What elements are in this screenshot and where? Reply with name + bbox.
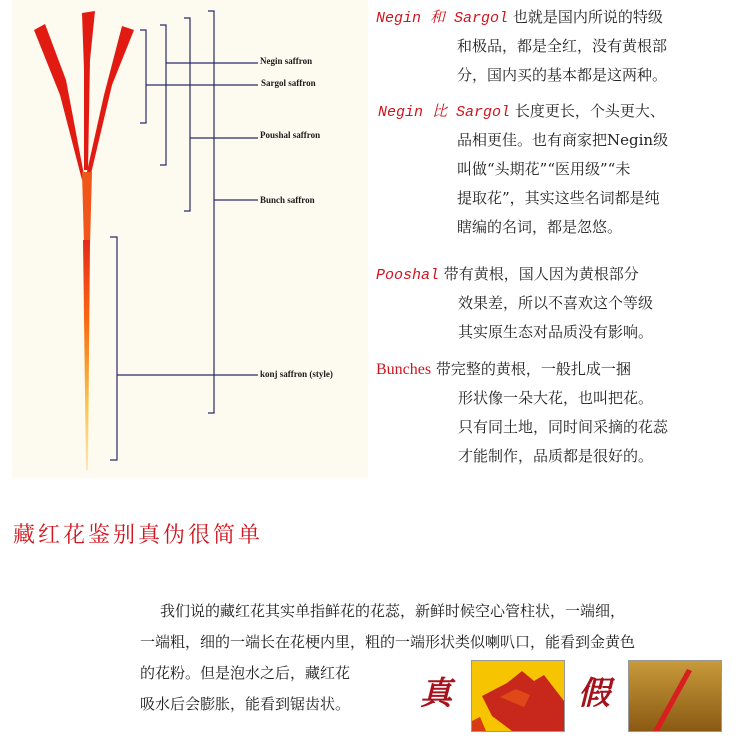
real-saffron-photo-icon — [472, 661, 564, 731]
label-konj-saffron: konj saffron (style) — [260, 369, 333, 379]
fake-saffron-image — [628, 660, 722, 732]
saffron-grades-illustration — [0, 0, 380, 478]
fake-label: 假 — [578, 674, 611, 712]
description-line: 和极品，都是全红，没有黄根部 — [457, 37, 668, 55]
description-line: 效果差，所以不喜欢这个等级 — [458, 294, 654, 312]
real-saffron-image — [471, 660, 565, 732]
grade-term: Negin 和 Sargol — [376, 10, 509, 27]
grade-term: Bunches — [376, 361, 432, 378]
description-line: 提取花”，其实这些名词都是纯 — [457, 189, 660, 207]
label-poushal-saffron: Poushal saffron — [260, 130, 321, 140]
paragraph-line: 一端粗，细的一端长在花梗内里，粗的一端形状类似喇叭口，能看到金黄色 — [140, 633, 636, 651]
grade-term: Pooshal — [376, 267, 440, 284]
real-label: 真 — [420, 674, 453, 712]
description-line: 形状像一朵大花，也叫把花。 — [458, 389, 654, 407]
paragraph-line: 吸水后会膨胀，能看到锯齿状。 — [140, 695, 351, 713]
description-line: 才能制作，品质都是很好的。 — [458, 447, 654, 465]
description-line: 也就是国内所说的特级 — [512, 8, 663, 26]
paragraph-line: 的花粉。但是泡水之后，藏红花 — [140, 664, 351, 682]
description-line: 叫做“头期花”“医用级”“未 — [457, 160, 631, 178]
description-line: 其实原生态对品质没有影响。 — [458, 323, 654, 341]
label-bunch-saffron: Bunch saffron — [260, 195, 315, 205]
paragraph-line: 我们说的藏红花其实单指鲜花的花蕊，新鲜时候空心管柱状，一端细， — [160, 602, 626, 620]
description-line: 品相更佳。也有商家把Negin级 — [457, 131, 669, 149]
identification-headline: 藏红花鉴别真伪很简单 — [13, 523, 264, 548]
description-line: 只有同土地，同时间采摘的花蕊 — [458, 418, 669, 436]
description-line: 分，国内买的基本都是这两种。 — [457, 66, 668, 84]
grade-brackets — [110, 11, 258, 460]
description-line: 长度更长，个头更大、 — [514, 102, 665, 120]
grade-term: Negin 比 Sargol — [378, 104, 511, 121]
saffron-diagram — [12, 0, 368, 478]
label-negin-saffron: Negin saffron — [260, 56, 313, 66]
description-line: 带有黄根，国人因为黄根部分 — [443, 265, 639, 283]
saffron-thread-icon — [34, 11, 134, 470]
label-sargol-saffron: Sargol saffron — [261, 78, 316, 88]
fake-saffron-photo-icon — [629, 661, 721, 731]
description-line: 瞎编的名词，都是忽悠。 — [457, 218, 623, 236]
description-line: 带完整的黄根，一般扎成一捆 — [435, 360, 631, 378]
